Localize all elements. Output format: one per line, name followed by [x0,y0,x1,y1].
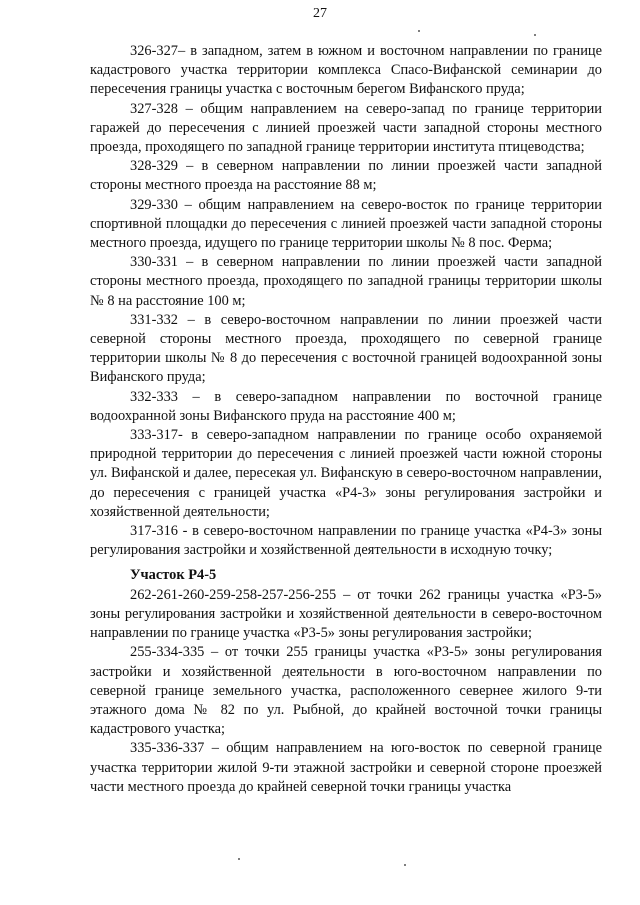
paragraph-327-328: 327-328 – общим направлением на северо-запад по границе территории гаражей до пересечения с линией проезжей части западной стороны местного проезда, проходящего по западной границе территории института птицеводства; [90,100,602,156]
paragraph-332-333: 332-333 – в северо-западном направлении по восточной границе водоохранной зоны Вифанского пруда на расстояние 400 м; [90,388,602,424]
scan-speck [534,34,536,36]
paragraph-255-334-335: 255-334-335 – от точки 255 границы участка «Р3-5» зоны регулирования застройки и хозяйственной деятельности в юго-восточном направлении по северной границе земельного участка, расположенного севернее жилого 9-ти этажного дома № 82 по ул. Рыбной, до крайней восточной точки границы кадастрового участка; [90,644,602,738]
paragraph-333-317: 333-317- в северо-западном направлении по границе особо охраняемой природной территории до пересечения с линией проезжей части южной стороны ул. Вифанской и далее, пересекая ул. Вифанскую в северо-восточном направлении, до пересечения с границей участка «Р4-3» зоны регулирования застройки и хозяйственной деятельности; [90,427,602,520]
paragraph-328-329: 328-329 – в северном направлении по линии проезжей части западной стороны местного проезда на расстояние 88 м; [90,158,602,194]
page-number: 27 [313,6,327,21]
paragraph-335-336-337: 335-336-337 – общим направлением на юго-восток по северной границе участка территории жилой 9-ти этажной застройки и северной стороне проезжей части местного проезда до крайней северной точки границы участка [90,740,602,795]
paragraph-317-316: 317-316 - в северо-восточном направлении по границе участка «Р4-3» зоны регулирования застройки и хозяйственной деятельности в исходную точку; [90,523,602,559]
scan-speck [418,30,420,32]
paragraph-330-331: 330-331 – в северном направлении по линии проезжей части западной стороны местного проезда, проходящего по западной границы территории школы № 8 на расстояние 100 м; [90,254,602,309]
paragraph-326-327: 326-327– в западном, затем в южном и восточном направлении по границе кадастрового участка территории комплекса Спасо-Вифанской семинарии до пересечения границы участка с восточным берегом Вифанского пруда; [90,43,602,98]
paragraph-331-332: 331-332 – в северо-восточном направлении по линии проезжей части северной стороны местного проезда, проходящего по северной границе территории школы № 8 до пересечения с восточной границей водоохранной зоны Вифанского пруда; [90,311,602,386]
section-heading: Участок Р4-5 [130,567,217,584]
document-body [90,42,602,797]
scan-speck [404,864,406,866]
paragraph-262-255: 262-261-260-259-258-257-256-255 – от точки 262 границы участка «Р3-5» зоны регулирования застройки и хозяйственной деятельности в северо-восточном направлении по границе участка «Р3-5» зоны регулирования застройки; [90,586,602,642]
paragraph-329-330: 329-330 – общим направлением на северо-восток по границе территории спортивной площадки до пересечения с линией проезжей части западной стороны местного проезда, идущего по границе территории школы № 8 пос. Ферма; [90,196,602,252]
scan-speck [238,858,240,860]
